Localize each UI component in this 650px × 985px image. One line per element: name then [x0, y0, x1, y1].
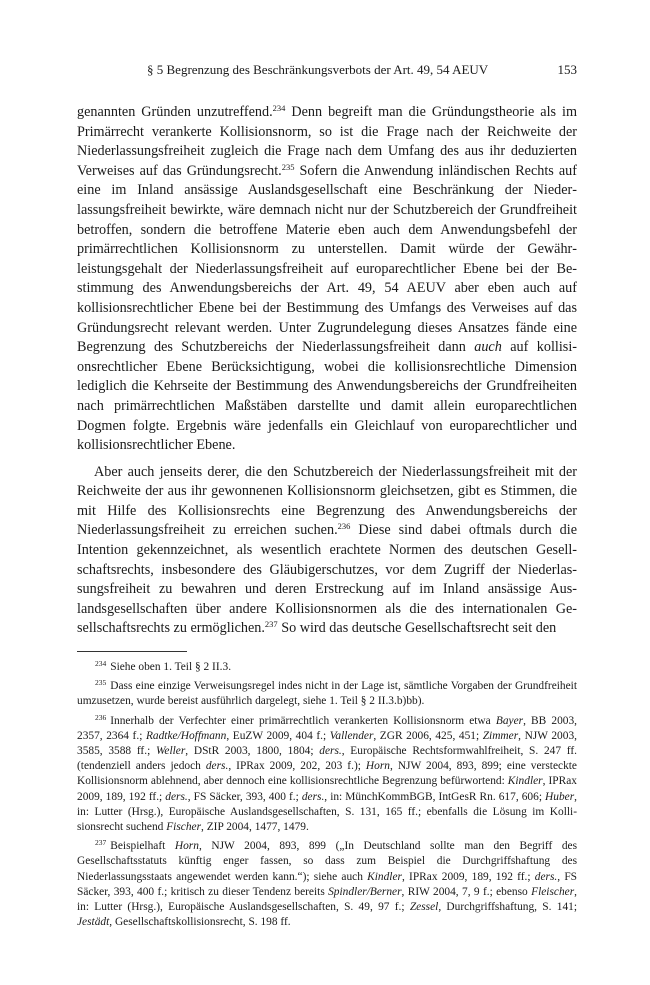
footnote-text: , in: Lutter (Hrsg.), Europäische Auslandsgesellschaften, S. 131, 165 ff.; ebenfalls die Lösung im Kollisionsrecht suchend: [77, 790, 578, 834]
footnote-number: 235: [95, 678, 107, 688]
footnote-text: Siehe oben 1. Teil § 2 II.3.: [110, 661, 232, 674]
footnote-text: , NJW 2004, 893, 899 („In Deutschland sollte man den Begriff des Gesellschaftsstatuts künftig enger fassen, so dass zum Beispiel die Durchgriffshaftung des Niederlassungsstaats angewendet werden kann.“); siehe auch: [77, 840, 578, 883]
book-page: [77, 62, 577, 934]
footnote-text: , Gesellschaftskollisionsrecht, S. 198 ff.: [109, 916, 291, 929]
author-name: ders.: [301, 790, 325, 803]
author-name: Kindler: [367, 870, 402, 883]
footnote-text: , Europäische Rechtsformwahlfreiheit, S. 247 ff. (tendenziell anders jedoch: [77, 745, 577, 773]
author-name: ders.: [319, 745, 342, 758]
footnote-text: , ZIP 2004, 1477, 1479.: [201, 821, 309, 834]
author-name: Fleischer: [531, 885, 575, 898]
footnote-ref-235: 235: [281, 161, 295, 172]
footnote-number: 236: [95, 712, 107, 722]
footnote-text: , IPRax 2009, 202, 203 f.);: [228, 760, 366, 773]
footnote-separator: [77, 651, 187, 652]
footnote-text: , NJW 2004, 893, 899; eine versteckte Kollisionsnorm ablehnend, aber dennoch eine kollisionsrechtliche Begrenzung befürwortend:: [77, 760, 577, 788]
author-name: ders.: [534, 870, 558, 883]
text-run: Aber auch jenseits derer, die den Schutzbereich der Niederlassungsfreiheit mit der Reichweite der aus ihr gewonnenen Kollisionsnorm gleichsetzen, gibt es Stimmen, die mit Hilfe des Kollisionsrechts eine Begrenzung des Anwendungsbereichs der Niederlassungsfreiheit zu erreichen suchen.: [77, 463, 577, 539]
page-number: 153: [557, 62, 577, 77]
footnote-text: , RIW 2004, 7, 9 f.; ebenso: [401, 885, 532, 898]
footnote-ref-236: 236: [337, 521, 351, 532]
author-name: Jestädt: [77, 916, 110, 929]
author-name: Vallender: [329, 729, 374, 742]
author-name: Radtke/Hoffmann: [145, 729, 227, 742]
footnotes: [77, 660, 577, 930]
author-name: Spindler/Berner: [328, 885, 402, 898]
text-run: Diese sind dabei oftmals durch die Intention gekennzeichnet, als wesentlich erachtete Normen des deutschen Gesellschaftsrechts, insbesondere des Gläubigerschutzes, vor dem Zugriff der Niederlassungsfreiheit zu bewahren und deren Erstreckung auf im Inland ansässige Auslandsgesellschaften über andere Kollisionsnormen als die des internationalen Gesellschaftsrechts zu ermöglichen.: [77, 522, 577, 637]
running-title: § 5 Begrenzung des Beschränkungsverbots der Art. 49, 54 AEUV: [147, 62, 489, 77]
footnote-text: , EuZW 2009, 404 f.;: [226, 729, 330, 742]
text-run: auf kollisionsrechtlicher Ebene Berücksichtigung, wobei die kollisionsrechtliche Dimension lediglich die Kehrseite der Bestimmung des Anwendungsbereichs der Grundfreiheiten nach primärrechtlichen Maßstäben darstellte und damit allein europarechtlichen Dogmen folgte. Ergebnis wäre jedenfalls ein Gleichlauf von europarechtlicher und kollisionsrechtlicher Ebene.: [77, 339, 578, 454]
author-name: Zimmer: [482, 729, 519, 742]
main-text: [77, 103, 577, 639]
author-name: Zessel: [409, 901, 439, 914]
text-run: Sofern die Anwendung inländischen Rechts auf eine im Inland ansässige Auslandsgesellschaft eine Beschränkung der Niederlassungsfreiheit bewirkte, wäre demnach nicht nur der Schutzbereich der Grundfreiheit betroffen, sondern die betroffene Materie eben auch dem Anwendungsbefehl der primärrechtlichen Kollisionsnorm zu unterstellen. Damit würde der Gewährleistungsgehalt der Niederlassungsfreiheit auf europarechtlicher Ebene bei der Bestimmung des Anwendungsbereichs der Art. 49, 54 AEUV aber eben auch auf kollisionsrechtlicher Ebene bei der Bestimmung des Umfangs des Verweises auf das Gründungsrecht relevant werden. Unter Zugrundelegung dieses Ansatzes fände eine Begrenzung des Schutzbereichs der Niederlassungsfreiheit dann: [77, 162, 577, 356]
author-name: Horn: [174, 840, 199, 853]
footnote-text: , DStR 2003, 1800, 1804;: [185, 745, 320, 758]
text-run: genannten Gründen unzutreffend.: [77, 104, 273, 120]
author-name: Fischer: [166, 821, 202, 834]
footnote-ref-237: 237: [264, 619, 278, 630]
footnote-ref-234: 234: [272, 103, 286, 113]
footnote-text: , BB 2003, 2357, 2364 f.;: [77, 714, 578, 742]
paragraph-1: [77, 103, 577, 456]
running-header: [77, 62, 577, 84]
footnote-236: [77, 714, 577, 836]
footnote-text: Beispielhaft: [110, 840, 175, 853]
footnote-text: , NJW 2003, 3585, 3588 ff.;: [77, 729, 577, 758]
text-run: Denn begreift man die Gründungstheorie als im Primärrecht verankerte Kollisionsnorm, so ist die Frage nach der Reichweite der Niederlassungsfreiheit zugleich die Frage nach dem Umfang des aus ihr deduzierten Verweises auf das Gründungsrecht.: [77, 104, 577, 179]
footnote-text: , in: Lutter (Hrsg.), Europäische Auslandsgesellschaften, S. 49, 97 f.;: [77, 885, 577, 914]
emphasis: auch: [474, 339, 502, 356]
author-name: Weller: [155, 745, 186, 758]
footnote-237: [77, 839, 577, 930]
author-name: Kindler: [507, 775, 543, 788]
footnote-234: [77, 660, 577, 675]
footnote-text: , Durchgriffshaftung, S. 141;: [438, 901, 577, 914]
footnote-text: , FS Säcker, 393, 400 f.; kritisch zu dieser Tendenz bereits: [77, 870, 577, 898]
footnote-text: , in: MünchKommBGB, IntGesR Rn. 617, 606;: [324, 790, 546, 803]
footnote-text: Innerhalb der Verfechter einer primärrechtlich verankerten Kollisionsnorm etwa: [110, 714, 496, 727]
footnote-text: Dass eine einzige Verweisungsregel indes nicht in der Lage ist, sämtliche Vorgaben der Grundfreiheit umzusetzen, wurde bereist ausführlich dargelegt, siehe 1. Teil § 2 II.3.b)bb).: [77, 680, 577, 708]
author-name: Horn: [365, 760, 390, 773]
footnote-text: , ZGR 2006, 425, 451;: [373, 729, 483, 742]
footnote-number: 237: [95, 838, 107, 848]
paragraph-2: [77, 463, 577, 639]
footnote-number: 234: [95, 659, 107, 669]
author-name: Huber: [545, 790, 575, 803]
footnote-text: , FS Säcker, 393, 400 f.;: [187, 790, 302, 803]
text-run: So wird das deutsche Gesellschaftsrecht seit den: [277, 620, 557, 637]
footnote-text: , IPRax 2009, 189, 192 ff.;: [77, 775, 577, 803]
author-name: Bayer: [495, 714, 524, 727]
author-name: ders.: [165, 790, 188, 803]
footnote-text: , IPRax 2009, 189, 192 ff.;: [401, 870, 535, 883]
footnote-235: [77, 679, 577, 709]
author-name: ders.: [205, 760, 229, 773]
